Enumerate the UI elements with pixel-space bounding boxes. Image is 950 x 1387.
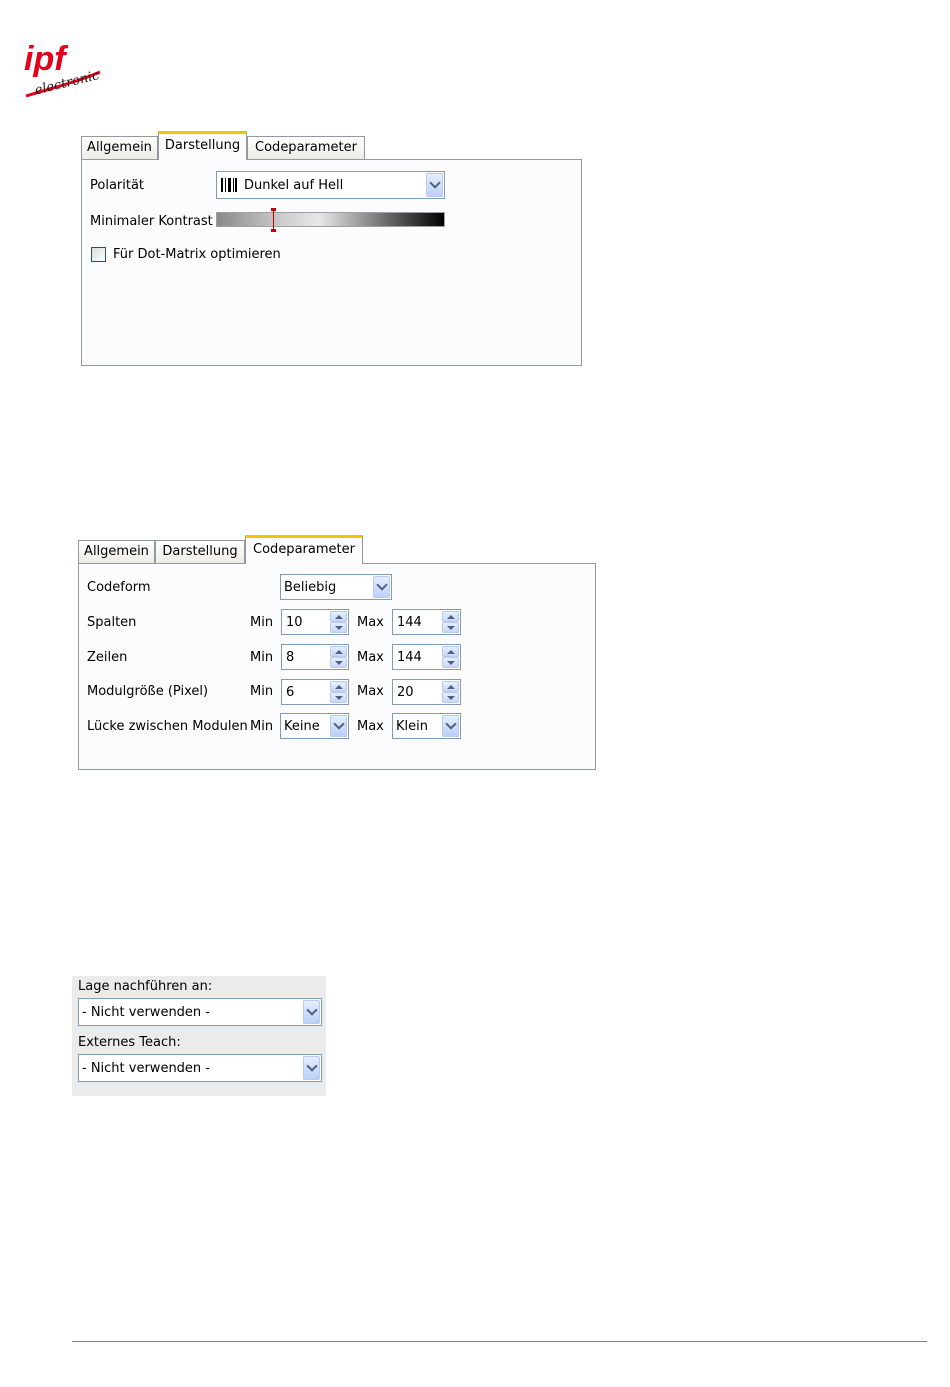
polarity-select[interactable]: [216, 171, 445, 199]
zeilen-min-value: 8: [286, 649, 295, 665]
tab-codeparameter[interactable]: Codeparameter: [247, 136, 365, 160]
max-label: Max: [357, 650, 384, 665]
polarity-value: Dunkel auf Hell: [244, 177, 344, 193]
row-label-luecke: Lücke zwischen Modulen: [87, 719, 248, 734]
spin-down-icon[interactable]: [330, 622, 347, 633]
tab-codeparameter-2[interactable]: Codeparameter: [245, 535, 363, 564]
logo-sub-text: electronic: [33, 68, 101, 99]
codeform-value: Beliebig: [284, 579, 337, 595]
row-label-spalten: Spalten: [87, 615, 137, 630]
modulgroesse-min-stepper[interactable]: [281, 679, 349, 705]
teach-select[interactable]: [78, 1054, 322, 1082]
spalten-min-value: 10: [286, 614, 303, 630]
spin-down-icon[interactable]: [442, 622, 459, 633]
spin-up-icon[interactable]: [442, 611, 459, 622]
tracking-select[interactable]: [78, 998, 322, 1026]
spin-up-icon[interactable]: [330, 611, 347, 622]
luecke-min-value: Keine: [284, 718, 320, 734]
logo-brand-text: ipf: [24, 40, 66, 78]
spin-up-icon[interactable]: [442, 681, 459, 692]
luecke-min-select[interactable]: [280, 713, 349, 739]
spin-down-icon[interactable]: [442, 692, 459, 703]
max-label: Max: [357, 615, 384, 630]
chevron-down-icon[interactable]: [303, 1000, 320, 1024]
contrast-label: Minimaler Kontrast: [90, 214, 213, 229]
zeilen-max-stepper[interactable]: [392, 644, 461, 670]
tab-darstellung-2[interactable]: Darstellung: [155, 540, 245, 564]
modulgroesse-max-stepper[interactable]: [392, 679, 461, 705]
chevron-down-icon[interactable]: [426, 173, 443, 197]
spalten-max-value: 144: [397, 614, 422, 630]
spalten-min-stepper[interactable]: [281, 609, 349, 635]
dotmatrix-checkbox[interactable]: [91, 247, 106, 262]
zeilen-min-stepper[interactable]: [281, 644, 349, 670]
spalten-max-stepper[interactable]: [392, 609, 461, 635]
spin-down-icon[interactable]: [442, 657, 459, 668]
chevron-down-icon[interactable]: [373, 576, 390, 598]
tab-darstellung[interactable]: Darstellung: [158, 131, 247, 160]
chevron-down-icon[interactable]: [303, 1056, 320, 1080]
row-label-zeilen: Zeilen: [87, 650, 128, 665]
zeilen-max-value: 144: [397, 649, 422, 665]
codeform-label: Codeform: [87, 580, 151, 595]
tracking-label: Lage nachführen an:: [78, 979, 213, 994]
spin-down-icon[interactable]: [330, 657, 347, 668]
max-label: Max: [357, 719, 384, 734]
modulgroesse-min-value: 6: [286, 684, 295, 700]
teach-label: Externes Teach:: [78, 1035, 181, 1050]
modulgroesse-max-value: 20: [397, 684, 414, 700]
contrast-slider[interactable]: [216, 212, 445, 227]
spin-up-icon[interactable]: [442, 646, 459, 657]
tab-allgemein-2[interactable]: Allgemein: [78, 540, 155, 564]
slider-thumb[interactable]: [271, 208, 276, 232]
min-label: Min: [250, 650, 274, 665]
teach-value: - Nicht verwenden -: [82, 1060, 210, 1076]
spin-up-icon[interactable]: [330, 646, 347, 657]
max-label: Max: [357, 684, 384, 699]
chevron-down-icon[interactable]: [442, 715, 459, 737]
luecke-max-value: Klein: [396, 718, 428, 734]
footer-divider: [72, 1341, 927, 1342]
barcode-icon: [220, 177, 238, 193]
min-label: Min: [250, 615, 274, 630]
spin-up-icon[interactable]: [330, 681, 347, 692]
chevron-down-icon[interactable]: [330, 715, 347, 737]
luecke-max-select[interactable]: [392, 713, 461, 739]
tab-allgemein[interactable]: Allgemein: [81, 136, 158, 160]
ipf-electronic-logo: [22, 38, 102, 100]
tracking-value: - Nicht verwenden -: [82, 1004, 210, 1020]
polarity-label: Polarität: [90, 178, 145, 193]
dotmatrix-label: Für Dot-Matrix optimieren: [113, 247, 281, 262]
min-label: Min: [250, 684, 274, 699]
codeform-select[interactable]: [280, 574, 392, 600]
spin-down-icon[interactable]: [330, 692, 347, 703]
min-label: Min: [250, 719, 274, 734]
row-label-modulgroesse: Modulgröße (Pixel): [87, 684, 209, 699]
